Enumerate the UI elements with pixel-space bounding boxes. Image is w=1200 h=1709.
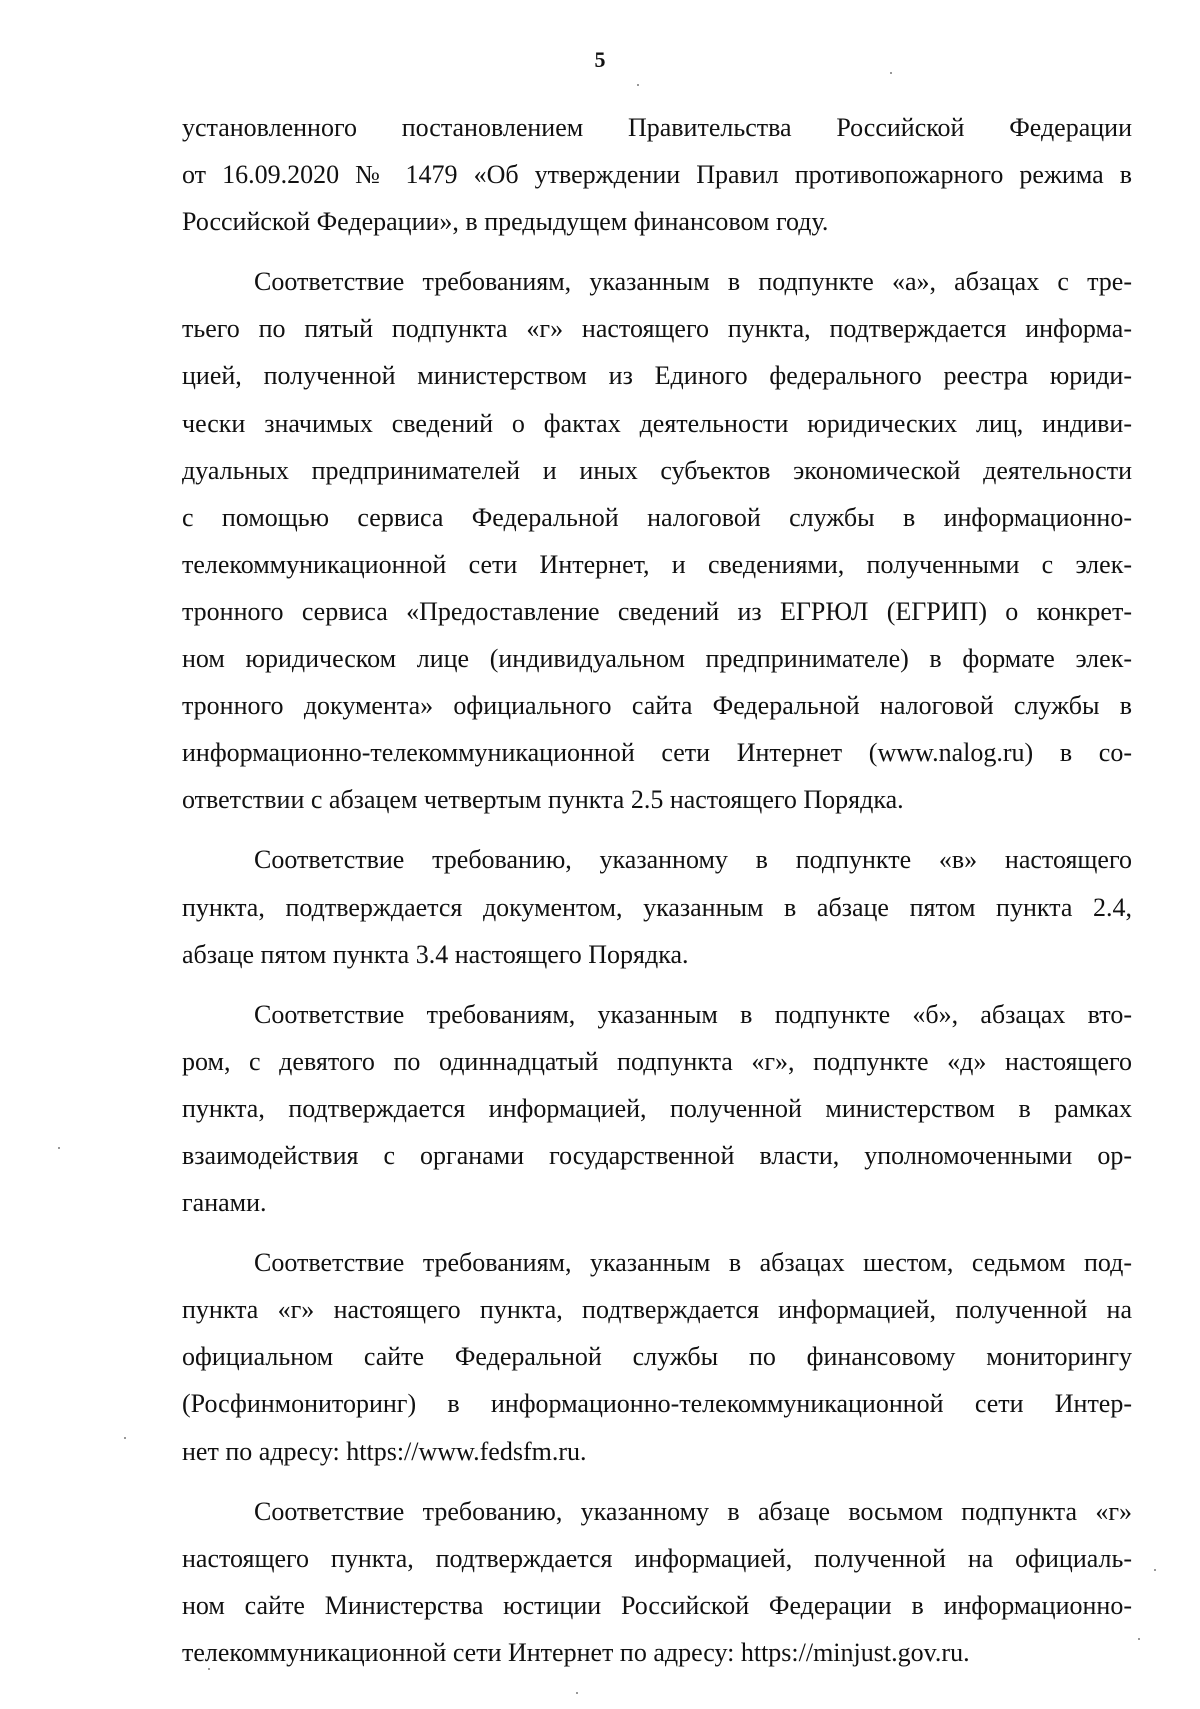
text-line: чески значимых сведений о фактах деятельности юридических лиц, индиви- [182, 408, 1132, 438]
text-line: тронного сервиса «Предоставление сведений из ЕГРЮЛ (ЕГРИП) о конкрет- [182, 596, 1132, 626]
scan-speck [58, 1147, 60, 1149]
text-line: настоящего пункта, подтверждается информацией, полученной на официаль- [182, 1543, 1132, 1573]
text-line: пункта, подтверждается документом, указанным в абзаце пятом пункта 2.4, [182, 892, 1132, 922]
text-line: Соответствие требованию, указанному в абзаце восьмом подпункта «г» [254, 1496, 1132, 1526]
text-line: Соответствие требованиям, указанным в подпункте «б», абзацах вто- [254, 999, 1132, 1029]
text-line: телекоммуникационной сети Интернет, и сведениями, полученными с элек- [182, 549, 1132, 579]
text-line: Соответствие требованию, указанному в подпункте «в» настоящего [254, 845, 1132, 875]
text-line: тьего по пятый подпункта «г» настоящего пункта, подтверждается информа- [182, 314, 1132, 344]
scan-speck [637, 84, 639, 86]
text-line: взаимодействия с органами государственной власти, уполномоченными ор- [182, 1140, 1132, 1170]
text-line: официальном сайте Федеральной службы по финансовому мониторингу [182, 1342, 1132, 1372]
text-line: (Росфинмониторинг) в информационно-телекоммуникационной сети Интер- [182, 1389, 1132, 1419]
text-line: установленного постановлением Правительства Российской Федерации [182, 113, 1132, 142]
paragraph [182, 1488, 1132, 1676]
text-line: ном юридическом лице (индивидуальном предпринимателе) в формате элек- [182, 644, 1132, 674]
text-line: тронного документа» официального сайта Федеральной налоговой службы в [182, 691, 1132, 721]
text-line: Соответствие требованиям, указанным в подпункте «а», абзацах с тре- [254, 267, 1132, 297]
text-line: пункта «г» настоящего пункта, подтверждается информацией, полученной на [182, 1295, 1132, 1325]
text-line: ганами. [182, 1188, 267, 1218]
scan-speck [208, 1668, 210, 1670]
paragraph [182, 258, 1132, 823]
text-line: от 16.09.2020 № 1479 «Об утверждении Правил противопожарного режима в [182, 160, 1132, 190]
text-line: ном сайте Министерства юстиции Российской Федерации в информационно- [182, 1590, 1132, 1620]
text-line: Соответствие требованиям, указанным в абзацах шестом, седьмом под- [254, 1248, 1132, 1278]
scan-speck [1138, 1638, 1140, 1640]
page-number: 5 [594, 47, 606, 72]
text-line: нет по адресу: https://www.fedsfm.ru. [182, 1436, 587, 1466]
paragraph [182, 104, 1132, 245]
text-line: информационно-телекоммуникационной сети Интернет (www.nalog.ru) в со- [182, 738, 1132, 768]
scan-speck [124, 1437, 126, 1439]
text-line: с помощью сервиса Федеральной налоговой службы в информационно- [182, 502, 1132, 532]
paragraph [182, 991, 1132, 1226]
scan-speck [1154, 1569, 1156, 1571]
text-line: Российской Федерации», в предыдущем финансовом году. [182, 207, 829, 237]
text-line: дуальных предпринимателей и иных субъектов экономической деятельности [182, 455, 1132, 485]
text-line: цией, полученной министерством из Единого федерального реестра юриди- [182, 361, 1132, 391]
text-line: ответствии с абзацем четвертым пункта 2.5 настоящего Порядка. [182, 785, 904, 815]
scan-speck [890, 72, 892, 74]
document-body [182, 104, 1132, 1689]
scan-speck [576, 1692, 578, 1694]
text-line: ром, с девятого по одиннадцатый подпункта «г», подпункте «д» настоящего [182, 1046, 1132, 1076]
paragraph [182, 1239, 1132, 1474]
text-line: телекоммуникационной сети Интернет по адресу: https://minjust.gov.ru. [182, 1637, 970, 1667]
text-line: абзаце пятом пункта 3.4 настоящего Порядка. [182, 939, 689, 969]
paragraph [182, 836, 1132, 977]
text-line: пункта, подтверждается информацией, полученной министерством в рамках [182, 1093, 1132, 1123]
